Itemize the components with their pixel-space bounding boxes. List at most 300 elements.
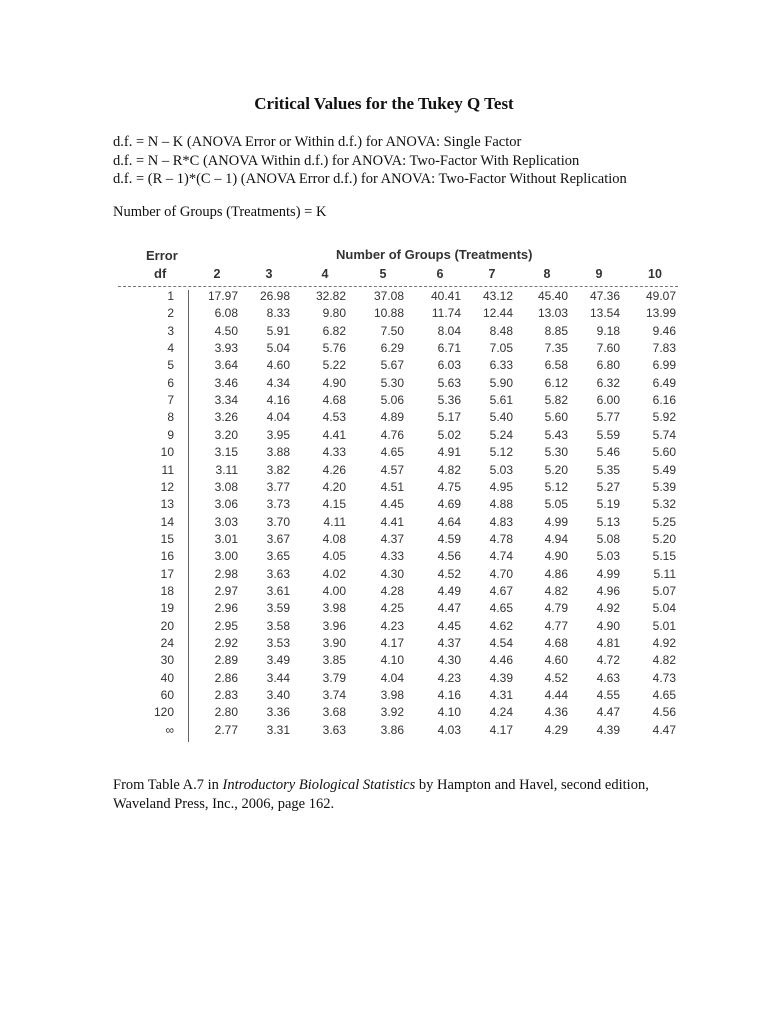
footnote-prefix: From Table A.7 in <box>113 777 223 793</box>
q-value-cell: 4.86 <box>544 566 568 581</box>
q-value-cell: 3.64 <box>214 358 238 373</box>
q-value-cell: 4.88 <box>489 497 513 512</box>
q-value-cell: 4.04 <box>266 410 290 425</box>
q-value-cell: 4.81 <box>596 636 620 650</box>
q-value-cell: 4.37 <box>380 531 404 546</box>
q-value-cell: 3.88 <box>266 445 290 460</box>
q-value-cell: 9.80 <box>322 306 346 321</box>
df-value: 9 <box>167 427 174 442</box>
q-value-cell: 5.05 <box>544 497 568 512</box>
q-value-cell: 4.34 <box>266 375 290 390</box>
table-row <box>118 549 678 566</box>
q-value-cell: 4.23 <box>380 618 404 633</box>
df-value: 3 <box>167 323 174 338</box>
q-value-cell: 13.03 <box>537 306 568 321</box>
q-value-cell: 4.75 <box>437 479 461 494</box>
df-value: 16 <box>160 549 174 564</box>
q-value-cell: 4.54 <box>489 636 513 650</box>
q-value-cell: 5.36 <box>437 393 461 408</box>
df-value: 1 <box>167 289 174 303</box>
q-value-cell: 3.74 <box>322 688 346 703</box>
q-value-cell: 4.16 <box>437 688 461 703</box>
q-value-cell: 37.08 <box>373 289 404 303</box>
q-value-cell: 2.96 <box>214 601 238 616</box>
q-value-cell: 4.53 <box>322 410 346 425</box>
q-value-cell: 5.01 <box>652 618 676 633</box>
q-value-cell: 4.60 <box>544 653 568 668</box>
q-value-cell: 4.26 <box>322 462 346 477</box>
table-row <box>118 601 678 618</box>
q-value-cell: 7.05 <box>489 341 513 356</box>
column-header-6: 6 <box>436 267 444 281</box>
q-value-cell: 4.44 <box>544 688 568 703</box>
q-value-cell: 4.68 <box>544 636 568 650</box>
q-value-cell: 4.41 <box>380 514 404 529</box>
q-value-cell: 6.71 <box>437 341 461 356</box>
q-value-cell: 4.03 <box>437 722 461 737</box>
q-value-cell: 5.59 <box>596 427 620 442</box>
q-value-cell: 3.00 <box>214 549 238 564</box>
q-value-cell: 6.29 <box>380 341 404 356</box>
q-value-cell: 3.11 <box>215 462 238 477</box>
df-value: 6 <box>167 375 174 390</box>
table-row <box>118 445 678 462</box>
table-row <box>118 393 678 410</box>
q-value-cell: 4.70 <box>489 566 513 581</box>
q-value-cell: 5.82 <box>544 393 568 408</box>
q-value-cell: 3.65 <box>266 549 290 564</box>
q-value-cell: 5.32 <box>652 497 676 512</box>
q-value-cell: 9.46 <box>652 323 676 338</box>
q-value-cell: 4.28 <box>380 583 404 598</box>
q-value-cell: 4.90 <box>596 618 620 633</box>
q-value-cell: 3.67 <box>266 531 290 546</box>
q-value-cell: 7.60 <box>596 341 620 356</box>
q-value-cell: 3.96 <box>322 618 346 633</box>
q-value-cell: 5.07 <box>652 583 676 598</box>
q-value-cell: 3.26 <box>214 410 238 425</box>
q-value-cell: 5.74 <box>652 427 676 442</box>
q-value-cell: 4.00 <box>322 583 346 598</box>
q-value-cell: 4.17 <box>489 722 513 737</box>
q-value-cell: 3.92 <box>380 705 404 720</box>
q-value-cell: 4.47 <box>437 601 461 616</box>
q-value-cell: 5.24 <box>489 427 513 442</box>
q-value-cell: 4.15 <box>322 497 346 512</box>
q-value-cell: 4.68 <box>322 393 346 408</box>
table-row <box>118 532 678 549</box>
header-divider <box>118 286 678 287</box>
q-value-cell: 4.74 <box>489 549 513 564</box>
column-header-4: 4 <box>321 267 329 281</box>
q-value-cell: 5.60 <box>544 410 568 425</box>
q-value-cell: 3.31 <box>266 722 290 737</box>
header-df: df <box>154 266 167 281</box>
q-value-cell: 4.52 <box>544 670 568 685</box>
q-value-cell: 4.65 <box>380 445 404 460</box>
df-value: 14 <box>160 514 174 529</box>
q-value-cell: 2.95 <box>214 618 238 633</box>
q-value-cell: 5.60 <box>652 445 676 460</box>
df-value: ∞ <box>165 722 174 737</box>
q-value-cell: 3.63 <box>266 566 290 581</box>
q-value-cell: 2.89 <box>214 653 238 668</box>
q-value-cell: 4.30 <box>437 653 461 668</box>
q-value-cell: 4.55 <box>596 688 620 703</box>
table-row <box>118 653 678 670</box>
df-value: 11 <box>161 462 174 477</box>
q-value-cell: 4.62 <box>489 618 513 633</box>
q-value-cell: 4.83 <box>489 514 513 529</box>
q-value-cell: 4.65 <box>652 688 676 703</box>
table-row <box>118 515 678 532</box>
q-value-cell: 3.70 <box>266 514 290 529</box>
df-line-two-factor-without-replication: d.f. = (R – 1)*(C – 1) (ANOVA Error d.f.) for ANOVA: Two-Factor Without Replication <box>113 171 627 187</box>
q-value-cell: 6.58 <box>544 358 568 373</box>
df-value: 10 <box>160 445 174 460</box>
table-row <box>118 289 678 306</box>
q-value-cell: 12.44 <box>482 306 513 321</box>
q-value-cell: 4.47 <box>596 705 620 720</box>
q-value-cell: 5.08 <box>596 531 620 546</box>
q-value-cell: 4.94 <box>544 531 568 546</box>
q-value-cell: 4.96 <box>596 583 620 598</box>
q-value-cell: 49.07 <box>645 289 676 303</box>
q-value-cell: 4.77 <box>544 618 568 633</box>
table-row <box>118 341 678 358</box>
q-value-cell: 4.92 <box>652 636 676 650</box>
table-row <box>118 705 678 722</box>
q-value-cell: 5.04 <box>652 601 676 616</box>
q-value-cell: 4.24 <box>489 705 513 720</box>
q-value-cell: 5.11 <box>653 566 676 581</box>
df-value: 12 <box>160 479 174 494</box>
q-value-cell: 5.46 <box>596 445 620 460</box>
groups-definition: Number of Groups (Treatments) = K <box>113 204 327 220</box>
q-value-cell: 3.61 <box>266 583 290 598</box>
q-value-cell: 5.12 <box>489 445 513 460</box>
header-number-of-groups: Number of Groups (Treatments) <box>336 247 533 262</box>
df-value: 15 <box>160 531 174 546</box>
q-value-cell: 3.49 <box>266 653 290 668</box>
q-value-cell: 5.20 <box>544 462 568 477</box>
q-value-cell: 3.46 <box>214 375 238 390</box>
q-value-cell: 8.04 <box>437 323 461 338</box>
page-title: Critical Values for the Tukey Q Test <box>254 94 514 113</box>
q-value-cell: 4.39 <box>596 722 620 737</box>
q-value-cell: 4.72 <box>596 653 620 668</box>
q-value-cell: 6.99 <box>652 358 676 373</box>
q-value-cell: 17.97 <box>207 289 238 303</box>
df-value: 18 <box>160 583 174 598</box>
q-value-cell: 6.32 <box>596 375 620 390</box>
q-value-cell: 4.47 <box>652 722 676 737</box>
q-value-cell: 7.35 <box>544 341 568 356</box>
q-value-cell: 6.49 <box>652 375 676 390</box>
q-value-cell: 4.65 <box>489 601 513 616</box>
q-value-cell: 4.17 <box>380 636 404 650</box>
q-value-cell: 5.25 <box>652 514 676 529</box>
q-value-cell: 4.64 <box>437 514 461 529</box>
q-value-cell: 47.36 <box>589 289 620 303</box>
q-value-cell: 3.93 <box>214 341 238 356</box>
source-footnote <box>113 776 673 813</box>
q-value-cell: 4.02 <box>322 566 346 581</box>
q-value-cell: 3.53 <box>266 636 290 650</box>
q-value-cell: 3.98 <box>322 601 346 616</box>
table-row <box>118 376 678 393</box>
q-value-cell: 3.40 <box>266 688 290 703</box>
q-value-cell: 4.49 <box>437 583 461 598</box>
q-value-cell: 5.19 <box>596 497 620 512</box>
q-value-cell: 5.91 <box>266 323 290 338</box>
q-value-cell: 5.03 <box>489 462 513 477</box>
q-value-cell: 4.79 <box>544 601 568 616</box>
table-row <box>118 723 678 740</box>
q-value-cell: 3.20 <box>214 427 238 442</box>
q-value-cell: 5.12 <box>544 479 568 494</box>
table-row <box>118 636 678 653</box>
q-value-cell: 4.82 <box>437 462 461 477</box>
q-value-cell: 45.40 <box>537 289 568 303</box>
q-value-cell: 3.68 <box>322 705 346 720</box>
tukey-q-table <box>118 246 678 746</box>
q-value-cell: 6.00 <box>596 393 620 408</box>
q-value-cell: 5.61 <box>489 393 513 408</box>
q-value-cell: 2.92 <box>214 636 238 650</box>
q-value-cell: 4.69 <box>437 497 461 512</box>
q-value-cell: 4.60 <box>266 358 290 373</box>
table-row <box>118 428 678 445</box>
df-line-single-factor: d.f. = N – K (ANOVA Error or Within d.f.) for ANOVA: Single Factor <box>113 134 522 150</box>
q-value-cell: 4.05 <box>322 549 346 564</box>
table-row <box>118 619 678 636</box>
q-value-cell: 6.03 <box>437 358 461 373</box>
q-value-cell: 4.04 <box>380 670 404 685</box>
q-value-cell: 4.67 <box>489 583 513 598</box>
q-value-cell: 5.40 <box>489 410 513 425</box>
q-value-cell: 26.98 <box>259 289 290 303</box>
q-value-cell: 4.45 <box>437 618 461 633</box>
column-header-10: 10 <box>648 267 662 281</box>
q-value-cell: 4.30 <box>380 566 404 581</box>
table-row <box>118 463 678 480</box>
q-value-cell: 5.27 <box>596 479 620 494</box>
q-value-cell: 11.74 <box>431 306 461 321</box>
q-value-cell: 4.36 <box>544 705 568 720</box>
q-value-cell: 6.82 <box>322 323 346 338</box>
q-value-cell: 3.36 <box>266 705 290 720</box>
q-value-cell: 4.95 <box>489 479 513 494</box>
q-value-cell: 4.57 <box>380 462 404 477</box>
q-value-cell: 4.10 <box>437 705 461 720</box>
df-value: 7 <box>167 393 174 408</box>
q-value-cell: 4.10 <box>380 653 404 668</box>
q-value-cell: 3.06 <box>214 497 238 512</box>
q-value-cell: 7.83 <box>652 341 676 356</box>
df-value: 2 <box>167 306 174 321</box>
df-value: 40 <box>160 670 174 685</box>
q-value-cell: 4.90 <box>322 375 346 390</box>
q-value-cell: 13.99 <box>645 306 676 321</box>
table-row <box>118 480 678 497</box>
q-value-cell: 5.20 <box>652 531 676 546</box>
q-value-cell: 5.39 <box>652 479 676 494</box>
column-header-3: 3 <box>265 267 273 281</box>
q-value-cell: 7.50 <box>380 323 404 338</box>
q-value-cell: 4.90 <box>544 549 568 564</box>
q-value-cell: 3.77 <box>266 479 290 494</box>
q-value-cell: 6.80 <box>596 358 620 373</box>
q-value-cell: 3.85 <box>322 653 346 668</box>
q-value-cell: 4.08 <box>322 531 346 546</box>
q-value-cell: 4.46 <box>489 653 513 668</box>
q-value-cell: 5.63 <box>437 375 461 390</box>
q-value-cell: 6.08 <box>214 306 238 321</box>
df-value: 60 <box>160 688 174 703</box>
q-value-cell: 8.33 <box>266 306 290 321</box>
q-value-cell: 4.33 <box>380 549 404 564</box>
q-value-cell: 4.89 <box>380 410 404 425</box>
q-value-cell: 3.44 <box>266 670 290 685</box>
column-header-7: 7 <box>488 267 496 281</box>
q-value-cell: 4.99 <box>596 566 620 581</box>
df-value: 4 <box>167 341 174 356</box>
q-value-cell: 2.86 <box>214 670 238 685</box>
df-value: 30 <box>160 653 174 668</box>
table-row <box>118 584 678 601</box>
q-value-cell: 5.35 <box>596 462 620 477</box>
q-value-cell: 4.16 <box>266 393 290 408</box>
q-value-cell: 5.49 <box>652 462 676 477</box>
q-value-cell: 4.76 <box>380 427 404 442</box>
q-value-cell: 4.99 <box>544 514 568 529</box>
q-value-cell: 4.56 <box>652 705 676 720</box>
q-value-cell: 3.03 <box>214 514 238 529</box>
df-value: 13 <box>160 497 174 512</box>
q-value-cell: 8.48 <box>489 323 513 338</box>
q-value-cell: 4.63 <box>596 670 620 685</box>
q-value-cell: 4.25 <box>380 601 404 616</box>
q-value-cell: 2.97 <box>214 583 238 598</box>
q-value-cell: 4.50 <box>214 323 238 338</box>
q-value-cell: 4.23 <box>437 670 461 685</box>
q-value-cell: 2.80 <box>214 705 238 720</box>
q-value-cell: 5.17 <box>437 410 461 425</box>
q-value-cell: 4.52 <box>437 566 461 581</box>
q-value-cell: 4.45 <box>380 497 404 512</box>
q-value-cell: 4.82 <box>652 653 676 668</box>
q-value-cell: 5.03 <box>596 549 620 564</box>
q-value-cell: 3.90 <box>322 636 346 650</box>
q-value-cell: 4.56 <box>437 549 461 564</box>
q-value-cell: 4.31 <box>489 688 513 703</box>
df-definitions <box>113 133 627 189</box>
q-value-cell: 4.11 <box>323 514 346 529</box>
q-value-cell: 4.37 <box>437 636 461 650</box>
q-value-cell: 5.92 <box>652 410 676 425</box>
column-header-8: 8 <box>543 267 551 281</box>
table-row <box>118 567 678 584</box>
q-value-cell: 5.90 <box>489 375 513 390</box>
q-value-cell: 40.41 <box>430 289 461 303</box>
q-value-cell: 6.16 <box>652 393 676 408</box>
df-value: 24 <box>160 636 174 650</box>
q-value-cell: 4.33 <box>322 445 346 460</box>
q-value-cell: 4.73 <box>652 670 676 685</box>
table-row <box>118 306 678 323</box>
q-value-cell: 3.34 <box>214 393 238 408</box>
q-value-cell: 5.67 <box>380 358 404 373</box>
q-value-cell: 3.01 <box>214 531 238 546</box>
table-row <box>118 324 678 341</box>
table-row <box>118 688 678 705</box>
df-value: 5 <box>167 358 174 373</box>
q-value-cell: 3.15 <box>214 445 238 460</box>
q-value-cell: 5.13 <box>596 514 620 529</box>
q-value-cell: 4.41 <box>322 427 346 442</box>
table-row <box>118 671 678 688</box>
column-header-2: 2 <box>213 267 221 281</box>
q-value-cell: 3.63 <box>322 722 346 737</box>
q-value-cell: 4.82 <box>544 583 568 598</box>
q-value-cell: 6.33 <box>489 358 513 373</box>
q-value-cell: 5.02 <box>437 427 461 442</box>
df-line-two-factor-with-replication: d.f. = N – R*C (ANOVA Within d.f.) for ANOVA: Two-Factor With Replication <box>113 152 580 169</box>
column-header-5: 5 <box>379 267 387 281</box>
q-value-cell: 3.73 <box>266 497 290 512</box>
q-value-cell: 2.83 <box>214 688 238 703</box>
footnote-book-title: Introductory Biological Statistics <box>222 777 416 793</box>
q-value-cell: 3.79 <box>322 670 346 685</box>
q-value-cell: 32.82 <box>315 289 346 303</box>
q-value-cell: 5.30 <box>380 375 404 390</box>
column-header-9: 9 <box>595 267 603 281</box>
q-value-cell: 2.98 <box>214 566 238 581</box>
q-value-cell: 5.04 <box>266 341 290 356</box>
q-value-cell: 4.91 <box>437 445 461 460</box>
df-value: 8 <box>167 410 174 425</box>
q-value-cell: 6.12 <box>544 375 568 390</box>
q-value-cell: 4.39 <box>489 670 513 685</box>
q-value-cell: 3.58 <box>266 618 290 633</box>
q-value-cell: 5.15 <box>652 549 676 564</box>
df-value: 20 <box>160 618 174 633</box>
q-value-cell: 5.43 <box>544 427 568 442</box>
table-row <box>118 497 678 514</box>
q-value-cell: 4.78 <box>489 531 513 546</box>
q-value-cell: 4.20 <box>322 479 346 494</box>
q-value-cell: 3.98 <box>380 688 404 703</box>
df-value: 19 <box>160 601 174 616</box>
df-value: 120 <box>153 705 174 720</box>
q-value-cell: 4.59 <box>437 531 461 546</box>
footnote-suffix: by Hampton and Havel, second edition, Waveland Press, Inc., 2006, page 162. <box>113 777 649 812</box>
table-row <box>118 358 678 375</box>
q-value-cell: 3.82 <box>266 462 290 477</box>
q-value-cell: 4.51 <box>380 479 404 494</box>
df-value: 17 <box>160 566 174 581</box>
q-value-cell: 4.29 <box>544 722 568 737</box>
table-row <box>118 410 678 427</box>
header-error: Error <box>146 248 178 263</box>
q-value-cell: 13.54 <box>589 306 620 321</box>
q-value-cell: 5.76 <box>322 341 346 356</box>
q-value-cell: 10.88 <box>373 306 404 321</box>
q-value-cell: 3.59 <box>266 601 290 616</box>
q-value-cell: 43.12 <box>482 289 513 303</box>
q-value-cell: 5.22 <box>322 358 346 373</box>
